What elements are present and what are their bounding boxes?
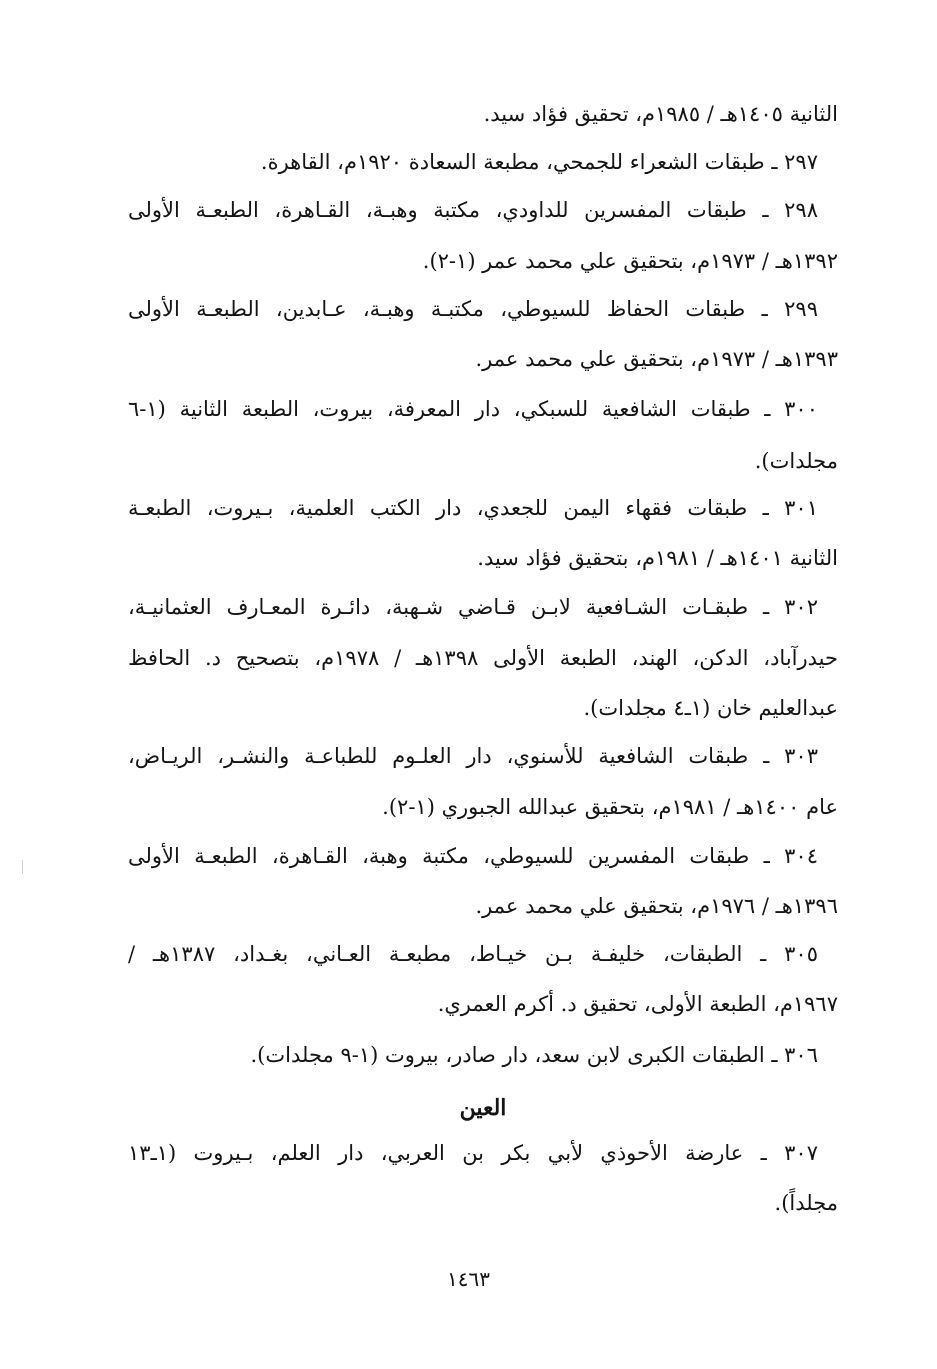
page-number: ١٤٦٣ bbox=[447, 1267, 490, 1291]
entry-299-continued: ١٣٩٣هـ / ١٩٧٣م، بتحقيق علي محمد عمر. bbox=[475, 347, 838, 371]
entry-300-continued: مجلدات). bbox=[754, 449, 838, 473]
margin-mark bbox=[22, 860, 23, 874]
entry-297: ٢٩٧ ـ طبقات الشعراء للجمحي، مطبعة السعادة ١٩٢٠م، القاهرة. bbox=[260, 150, 818, 174]
entry-305-continued: ١٩٦٧م، الطبعة الأولى، تحقيق د. أكرم العمري. bbox=[437, 992, 838, 1016]
entry-304-continued: ١٣٩٦هـ / ١٩٧٦م، بتحقيق علي محمد عمر. bbox=[475, 894, 838, 918]
entry-302-continued: حيدرآباد، الدكن، الهند، الطبعة الأولى ١٣٩٨هـ / ١٩٧٨م، بتصحيح د. الحافظ bbox=[128, 646, 838, 670]
entry-301: ٣٠١ ـ طبقات فقهاء اليمن للجعدي، دار الكتب العلمية، بـيروت، الطبعـة bbox=[128, 496, 818, 520]
entry-301-continued: الثانية ١٤٠١هـ / ١٩٨١م، بتحقيق فؤاد سيد. bbox=[477, 546, 838, 570]
entry-302-end: عبدالعليم خان (١ـ٤ مجلدات). bbox=[583, 696, 838, 720]
entry-303: ٣٠٣ ـ طبقات الشافعية للأسنوي، دار العلـوم للطباعـة والنشـر، الريـاض، bbox=[128, 744, 818, 768]
entry-299: ٢٩٩ ـ طبقات الحفاظ للسيوطي، مكتبـة وهبـة، عـابدين، الطبعـة الأولى bbox=[128, 297, 818, 321]
entry-298-continued: ١٣٩٢هـ / ١٩٧٣م، بتحقيق علي محمد عمر (١-٢). bbox=[422, 249, 838, 273]
entry-303-continued: عام ١٤٠٠هـ / ١٩٨١م، بتحقيق عبدالله الجبوري (١-٢). bbox=[382, 795, 838, 819]
entry-307-continued: مجلداً). bbox=[774, 1191, 838, 1215]
section-heading: العين bbox=[459, 1095, 507, 1121]
entry-307: ٣٠٧ ـ عارضة الأحوذي لأبي بكر بن العربي، دار العلم، بـيروت (١ـ١٣ bbox=[128, 1141, 818, 1165]
entry-304: ٣٠٤ ـ طبقات المفسرين للسيوطي، مكتبة وهبة، القـاهرة، الطبعـة الأولى bbox=[128, 844, 818, 868]
text-line-1: الثانية ١٤٠٥هـ / ١٩٨٥م، تحقيق فؤاد سيد. bbox=[483, 102, 838, 126]
entry-300: ٣٠٠ ـ طبقات الشافعية للسبكي، دار المعرفة، بيروت، الطبعة الثانية (١-٦ bbox=[128, 397, 818, 421]
entry-305: ٣٠٥ ـ الطبقات، خليفـة بـن خيـاط، مطبعـة العـاني، بغـداد، ١٣٨٧هـ / bbox=[128, 942, 818, 966]
entry-298: ٢٩٨ ـ طبقات المفسرين للداودي، مكتبة وهبـة، القـاهرة، الطبعـة الأولى bbox=[128, 198, 818, 222]
entry-306: ٣٠٦ ـ الطبقات الكبرى لابن سعد، دار صادر، بيروت (١-٩ مجلدات). bbox=[250, 1043, 818, 1067]
entry-302: ٣٠٢ ـ طبقـات الشـافعية لابـن قـاضي شـهبة، دائـرة المعـارف العثمانيـة، bbox=[128, 595, 818, 619]
